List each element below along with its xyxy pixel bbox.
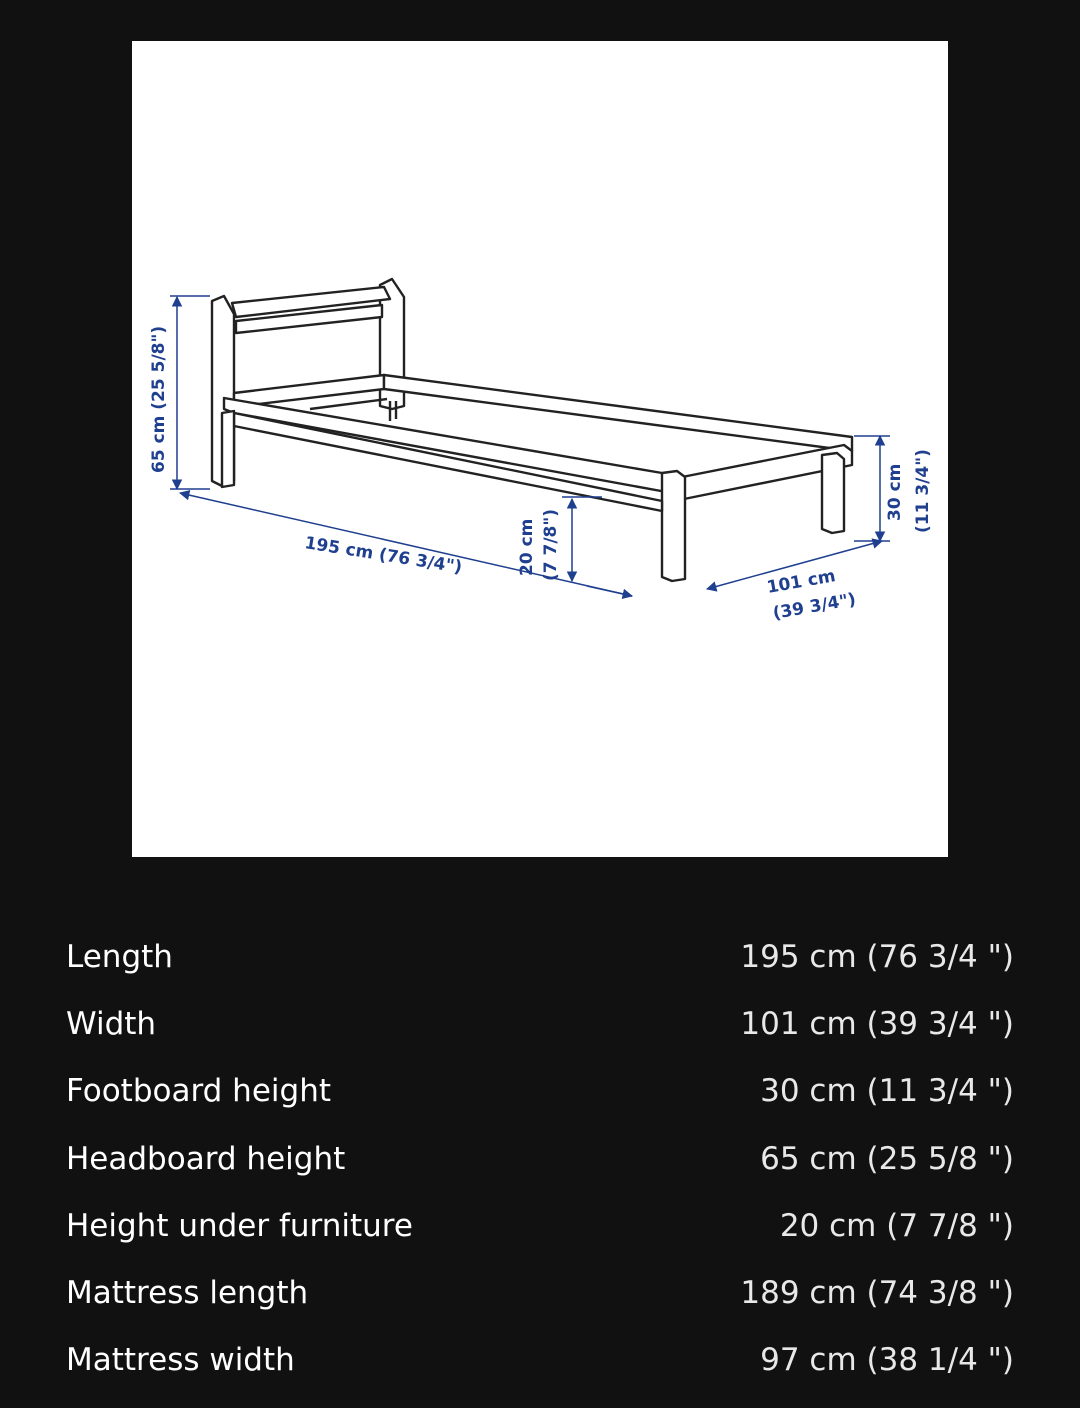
spec-value: 20 cm (7 7/8 ") [779,1207,1014,1244]
product-dimension-image [132,41,948,857]
spec-row-mattress-length [66,1260,1014,1327]
spec-value: 195 cm (76 3/4 ") [740,939,1014,976]
spec-value: 65 cm (25 5/8 ") [760,1140,1014,1177]
spec-label: Mattress width [66,1342,295,1379]
headboard-height-label: 65 cm (25 5/8") [149,325,169,473]
spec-value: 30 cm (11 3/4 ") [760,1073,1014,1110]
footboard-height-label-cm: 30 cm [885,463,905,521]
width-label-cm: 101 cm [765,566,838,598]
under-height-label-in: (7 7/8") [541,508,561,581]
spec-row-mattress-width [66,1327,1014,1394]
spec-row-footboard-height [66,1058,1014,1125]
spec-row-height-under-furniture [66,1193,1014,1260]
width-label-in: (39 3/4") [771,589,858,624]
bed-dimension-diagram [132,41,948,857]
spec-label: Height under furniture [66,1207,413,1244]
dimension-spec-list [66,924,1014,1394]
spec-value: 189 cm (74 3/8 ") [740,1275,1014,1312]
spec-label: Footboard height [66,1073,331,1110]
spec-label: Width [66,1006,157,1043]
spec-row-headboard-height [66,1126,1014,1193]
spec-value: 101 cm (39 3/4 ") [740,1006,1014,1043]
spec-value: 97 cm (38 1/4 ") [760,1342,1014,1379]
spec-row-width [66,991,1014,1058]
footboard-height-label-in: (11 3/4") [913,449,933,533]
spec-label: Mattress length [66,1275,309,1312]
spec-label: Headboard height [66,1140,346,1177]
length-label: 195 cm (76 3/4") [303,533,464,578]
spec-label: Length [66,939,173,976]
under-height-label-cm: 20 cm [517,518,537,576]
spec-row-length [66,924,1014,991]
